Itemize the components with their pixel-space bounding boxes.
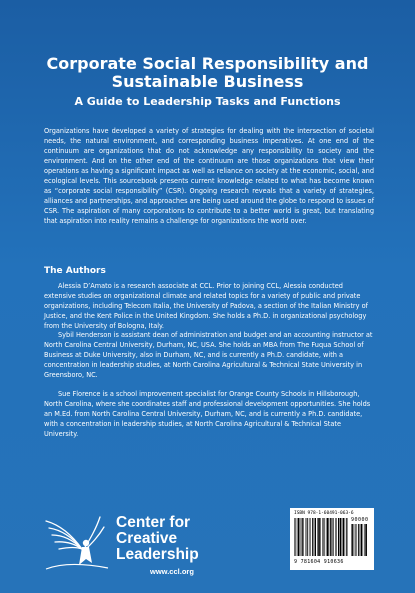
barcode-bar: [294, 518, 295, 556]
barcode-bar: [318, 518, 320, 556]
barcode-bar: [340, 518, 342, 556]
barcode-bar: [330, 518, 331, 556]
barcode-bar: [338, 518, 339, 556]
authors-heading: The Authors: [44, 266, 106, 276]
barcode-panel: [290, 508, 374, 570]
author-bio-henderson: Sybil Henderson is assistant dean of administration and budget and an accounting instructor at North Carolina Central University, Durham, NC, USA. She holds an MBA from The Fuqua School of Business at Duke University, also in Durham, NC, and is currently a Ph.D. candidate, with a concentration in leadership studies, at North Carolina Agricultural & Technical State University in Greensboro, NC.: [44, 330, 373, 379]
publisher-url: www.ccl.org: [150, 567, 194, 576]
barcode-bar: [310, 518, 311, 556]
barcode-bar: [358, 524, 359, 556]
barcode-bar: [361, 524, 362, 556]
barcode-bar: [355, 524, 356, 556]
barcode-bar: [357, 524, 358, 556]
addon-barcode: [351, 524, 371, 556]
barcode-bar: [320, 518, 321, 556]
barcode-bar: [326, 518, 327, 556]
barcode-bar: [333, 518, 334, 556]
barcode-bar: [343, 518, 344, 556]
barcode-bar: [306, 518, 307, 556]
barcode-bar: [323, 518, 324, 556]
barcode-bar: [331, 518, 332, 556]
barcode-bar: [302, 518, 303, 556]
barcode-bar: [364, 524, 365, 556]
ean-number: 9 781604 910636: [294, 559, 344, 565]
barcode-bar: [365, 524, 367, 556]
barcode-bar: [307, 518, 308, 556]
barcode-bar: [315, 518, 316, 556]
author-bio-florence: Sue Florence is a school improvement specialist for Orange County Schools in Hillsborough, North Carolina, where she coordinates staff and professional development opportunities. She holds an M.Ed. from North Carolina Central University, Durham, NC, and is currently a Ph.D. candidate, with a concentration in leadership studies, at North Carolina Agricultural & Technical State University.: [44, 389, 371, 438]
barcode-bar: [297, 518, 298, 556]
barcode-bar: [322, 518, 323, 556]
barcode-bar: [352, 524, 353, 556]
publisher-name-line: Center for: [116, 514, 191, 531]
author-bio-damato: Alessia D’Amato is a research associate at CCL. Prior to joining CCL, Alessia conducted extensive studies on organizational climate and related topics for a variety of public and private organizations, including Telecom Italia, the University of Padova, a section of the Italian Ministry of Justice, and the Kent Police in the United Kingdom. She holds a Ph.D. in organizational psychology from the University of Bologna, Italy.: [44, 281, 368, 330]
publisher-name: [116, 515, 199, 563]
barcode-bar: [354, 524, 355, 556]
barcode-bar: [317, 518, 318, 556]
barcode-bar: [295, 518, 296, 556]
barcode-bar: [336, 518, 337, 556]
winged-figure-icon: [42, 505, 114, 577]
price-code: 90000: [351, 517, 369, 523]
ean-barcode: [294, 518, 348, 556]
publisher-name-line: Creative: [116, 530, 178, 547]
barcode-bar: [303, 518, 304, 556]
barcode-bar: [301, 518, 302, 556]
barcode-bar: [312, 518, 313, 556]
barcode-bar: [309, 518, 310, 556]
publisher-name-line: Leadership: [116, 546, 199, 563]
barcode-bar: [360, 524, 361, 556]
book-subtitle: A Guide to Leadership Tasks and Functions: [74, 95, 341, 108]
barcode-bar: [324, 518, 325, 556]
book-summary: Organizations have developed a variety of strategies for dealing with the intersection of societal needs, the natural environment, and corresponding business imperatives. At one end of the continuum are organizations that do not acknowledge any responsibility to society and the environment. And on the other end of the continuum are those organizations that view their operations as having a significant impact as well as reliance on society at the economic, social, and ecological levels. This sourcebook presents current knowledge related to what has become known as “corporate social responsibility” (CSR). Ongoing research reveals that a variety of strategies, alliances and partnerships, and approaches are being used around the globe to respond to issues of CSR. The aspiration of many corporations to contribute to a better world is great, but translating that aspiration into reality remains a challenge for organizations the world over.: [44, 126, 374, 225]
barcode-bar: [346, 518, 347, 556]
book-title: Corporate Social Responsibility and Sustainable Business: [46, 54, 369, 91]
barcode-bar: [314, 518, 315, 556]
barcode-bar: [335, 518, 336, 556]
barcode-bar: [327, 518, 329, 556]
barcode-bar: [351, 524, 352, 556]
barcode-bar: [298, 518, 300, 556]
barcode-bar: [363, 524, 364, 556]
isbn-number: ISBN 978-1-60491-063-6: [294, 511, 354, 516]
barcode-bar: [342, 518, 343, 556]
barcode-bar: [345, 518, 346, 556]
